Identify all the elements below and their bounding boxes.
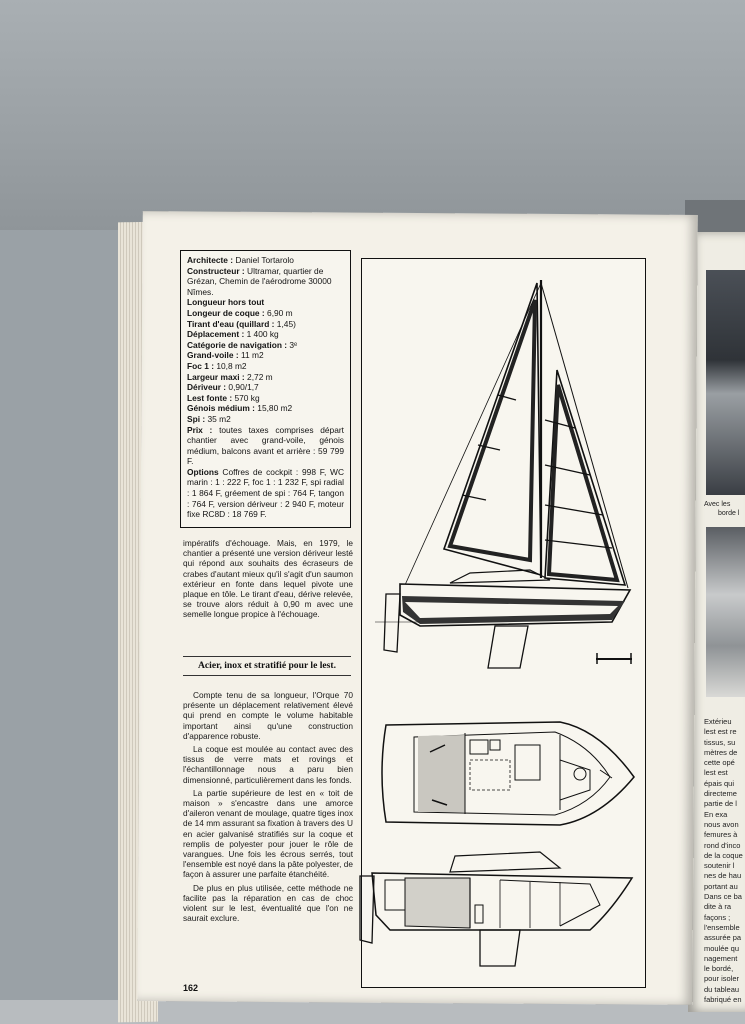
right-page-text-line: assurée pa xyxy=(704,933,742,943)
right-page-text-line: fabriqué en xyxy=(704,995,742,1005)
right-page-text-line: moulée qu xyxy=(704,943,740,953)
right-page-text-line: directeme xyxy=(704,789,737,799)
right-page-text-line: soutenir l xyxy=(704,861,735,871)
spec-longueur-coque: Longeur de coque : 6,90 m xyxy=(187,307,293,318)
right-page-text-line: nagement xyxy=(704,953,738,963)
right-page-text-line: En exa xyxy=(704,809,728,819)
spec-categorie: Catégorie de navigation : 3ᵉ xyxy=(187,339,298,350)
spec-spi: Spi : 35 m2 xyxy=(187,413,231,424)
section-heading: Acier, inox et stratifié pour le lest. xyxy=(183,656,351,676)
spec-architecte: Architecte : Daniel Tortarolo xyxy=(187,255,294,265)
right-page-text-line: portant au xyxy=(704,881,738,891)
deck-plan-drawing xyxy=(382,722,634,825)
right-page-text-line: rond d'inco xyxy=(704,840,741,850)
spec-lest: Lest fonte : 570 kg xyxy=(187,392,260,403)
spec-deriveur: Dériveur : 0,90/1,7 xyxy=(187,382,259,393)
spec-options: Options Coffres de cockpit : 998 F, WC marin : 1 : 222 F, foc 1 : 1 232 F, spi radial : 1 864 F, gréement de spi : 764 F, tangon : 764 F, version dériveur : 2 940 F, moteur fixe RC8D : 18 769 F. xyxy=(187,466,344,520)
right-page-caption: Avec les borde l xyxy=(704,501,740,517)
spec-tirant-eau: Tirant d'eau (quillard : 1,45) xyxy=(187,318,296,329)
right-page-text-line: cette opé xyxy=(704,758,735,768)
right-page-text-line: épais qui xyxy=(704,778,735,788)
right-page-text-line: du tableau xyxy=(704,984,740,994)
spec-grand-voile: Grand-voile : 11 m2 xyxy=(187,350,264,361)
page-number: 162 xyxy=(183,983,199,993)
right-page-text-line: Dans ce ba xyxy=(704,892,742,902)
right-page-text-line: mètres de xyxy=(704,747,738,757)
right-page-text-line: femures à xyxy=(704,830,738,840)
right-page-text-line: lest est xyxy=(704,768,728,778)
spec-constructeur: Constructeur : Ultramar, quartier de Grézan, Chemin de l'aérodrome 30000 Nîmes. xyxy=(187,265,332,297)
spec-deplacement: Déplacement : 1 400 kg xyxy=(187,329,279,340)
right-page-text-line: l'ensemble xyxy=(704,922,740,932)
right-page-text-line: le bordé, xyxy=(704,964,734,974)
intro-paragraph: impératifs d'échouage. Mais, en 1979, le chantier a présenté une version dériveur lesté qui répond aux souhaits des écraseurs de crabes d'autant mieux qu'il s'agit d'un saumon extérieur en fonte dans lequel pivote une plaque en tôle. Le tirant d'eau, dérive relevée, se trouve alors réduit à 0,90 m avec une semelle longue propice à l'échouage. xyxy=(183,538,353,620)
spec-longueur-hors-tout: Longueur hors tout xyxy=(187,297,265,308)
right-page-text-line: nous avon xyxy=(704,819,739,829)
body-paragraph: La partie supérieure de lest en « toit de maison » s'encastre dans une amorce d'aileron venant de moulage, quatre tiges inox de 14 mm assurant sa fixation à travers des U en acier galvanisé stratifiés sur la coque et remplis de polyester pour jouer le rôle de varangues. Une fois les écrous serrés, tout l'ensemble est noyé dans la pâte polyester, de façon à assurer une parfaite étanchéité. xyxy=(183,787,353,880)
right-page-text-line: Extérieu xyxy=(704,717,732,726)
keel xyxy=(488,626,528,668)
body-paragraph: De plus en plus utilisée, cette méthode ne facilite pas la réparation en cas de choc violent sur le lest, éventualité que l'on ne saurait exclure. xyxy=(183,882,353,924)
right-page-text-line: tissus, su xyxy=(704,737,736,747)
body-paragraph: La coque est moulée au contact avec des tissus de verre mats et rovings et l'échantillonnage nous a paru bien dimensionné, particulièrement dans les fonds. xyxy=(183,744,353,785)
sail-plan-drawing xyxy=(375,280,632,668)
spec-largeur: Largeur maxi : 2,72 m xyxy=(187,371,273,382)
right-page-text-line: façons ; xyxy=(704,912,731,922)
right-page-text-line: partie de l xyxy=(704,799,737,809)
right-page-text-line: dite à ra xyxy=(704,902,732,912)
right-page-text-line: de la coque xyxy=(704,850,743,860)
spec-prix: Prix : toutes taxes comprises départ chantier avec grand-voile, génois médium, balcons avant et arrière : 59 799 F. xyxy=(187,424,344,467)
body-paragraph: Compte tenu de sa longueur, l'Orque 70 présente un déplacement relativement élevé qui prend en compte le volume habitable important ainsi qu'une construction d'apparence robuste. xyxy=(183,690,353,741)
right-page-text-line: pour isoler xyxy=(704,974,740,984)
spec-foc: Foc 1 : 10,8 m2 xyxy=(187,360,247,371)
spec-genois: Génois médium : 15,80 m2 xyxy=(187,403,293,414)
right-page-text-line: lest est re xyxy=(704,727,737,737)
right-page-text-line: nes de hau xyxy=(704,871,742,881)
interior-profile-drawing xyxy=(360,852,632,966)
